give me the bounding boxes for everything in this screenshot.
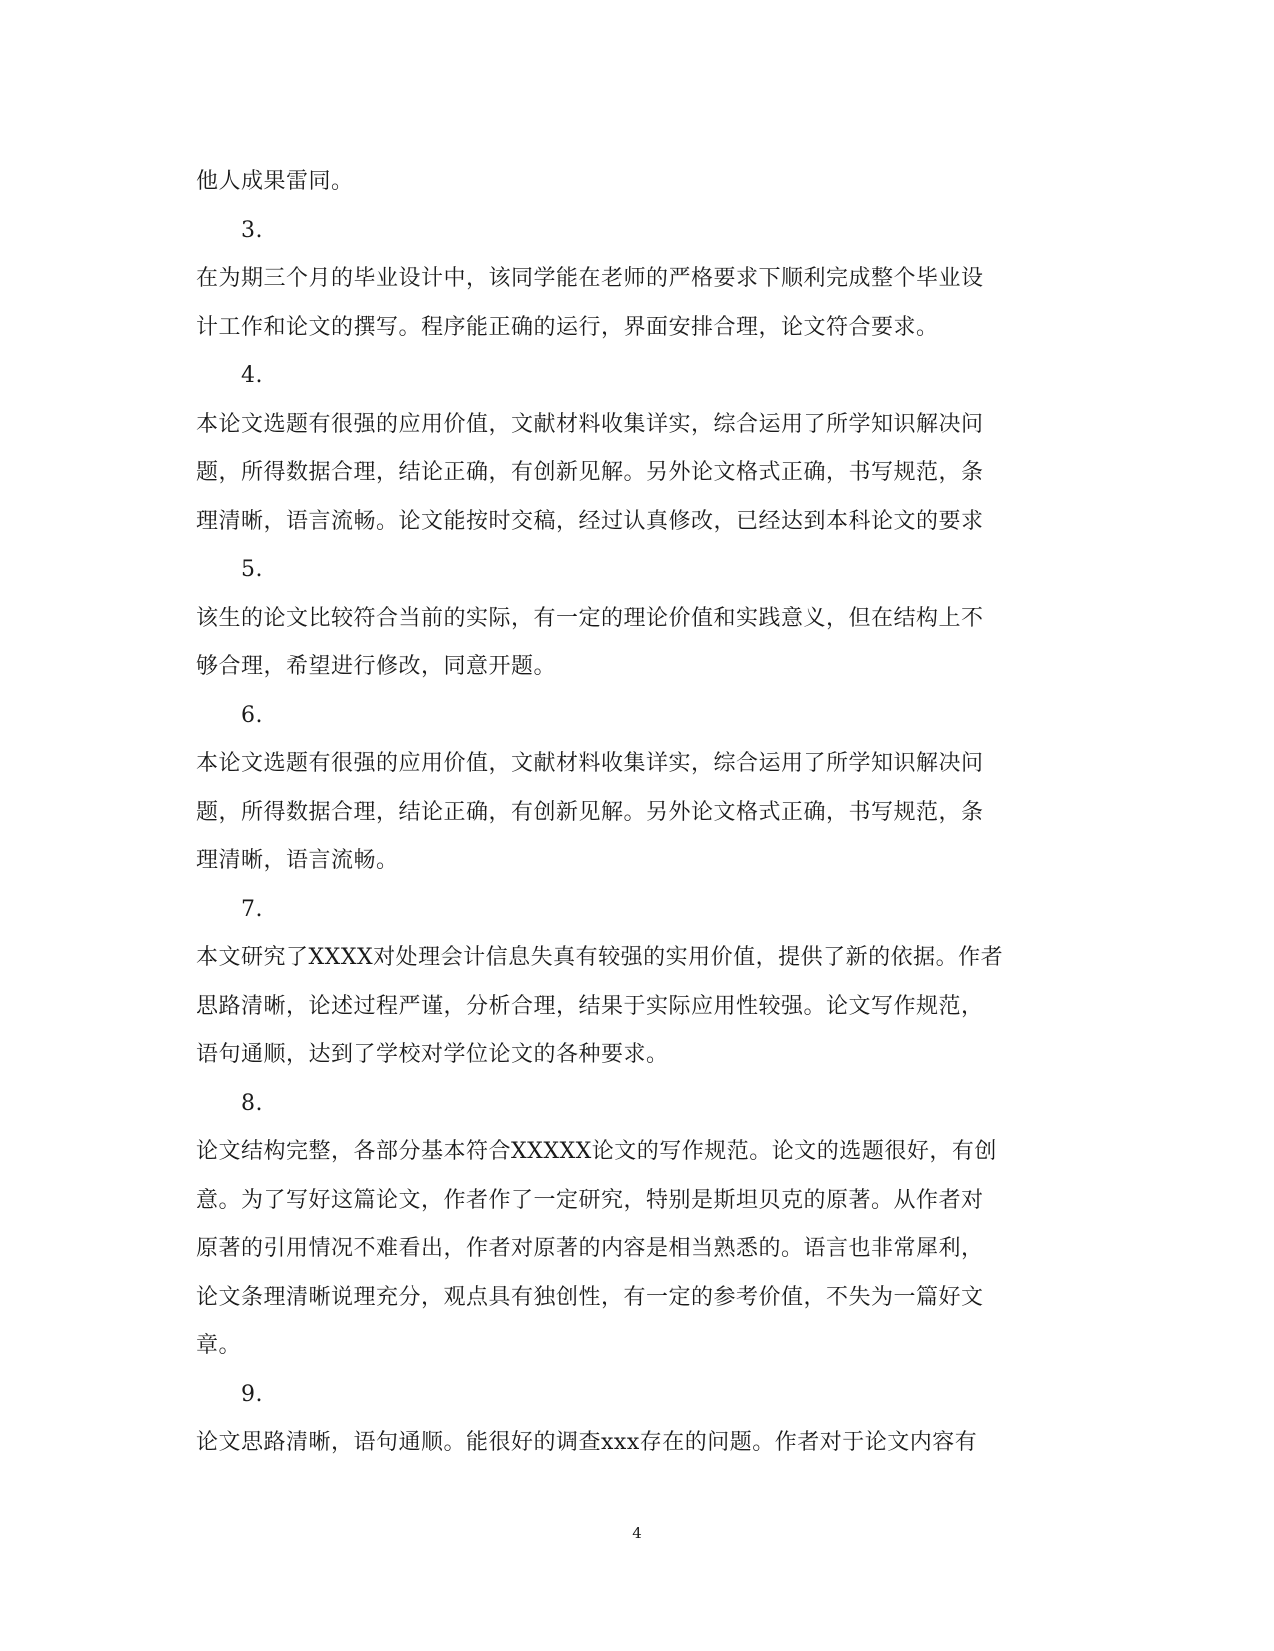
item-number: 3. bbox=[241, 217, 263, 243]
item-number: 9. bbox=[241, 1381, 263, 1407]
text-line: 该生的论文比较符合当前的实际，有一定的理论价值和实践意义，但在结构上不 bbox=[196, 605, 984, 631]
text-line: 本文研究了XXXX对处理会计信息失真有较强的实用价值，提供了新的依据。作者 bbox=[196, 945, 1004, 970]
text-line: 题，所得数据合理，结论正确，有创新见解。另外论文格式正确，书写规范，条 bbox=[196, 460, 984, 485]
text-line: 论文思路清晰，语句通顺。能很好的调查xxx存在的问题。作者对于论文内容有 bbox=[196, 1430, 978, 1455]
text-line: 论文结构完整，各部分基本符合XXXXX论文的写作规范。论文的选题很好，有创 bbox=[196, 1139, 997, 1164]
text-line: 原著的引用情况不难看出，作者对原著的内容是相当熟悉的。语言也非常犀利， bbox=[196, 1236, 984, 1261]
document-body bbox=[196, 158, 1076, 1468]
text-line: 语句通顺，达到了学校对学位论文的各种要求。 bbox=[196, 1042, 669, 1067]
text-line: 理清晰，语言流畅。 bbox=[196, 848, 399, 873]
text-line: 本论文选题有很强的应用价值，文献材料收集详实，综合运用了所学知识解决问 bbox=[196, 751, 984, 776]
item-number: 5. bbox=[241, 557, 263, 582]
text-line: 够合理，希望进行修改，同意开题。 bbox=[196, 654, 557, 679]
text-line: 章。 bbox=[196, 1333, 242, 1358]
text-line: 计工作和论文的撰写。程序能正确的运行，界面安排合理，论文符合要求。 bbox=[196, 314, 939, 340]
item-number: 8. bbox=[241, 1090, 263, 1116]
text-line: 思路清晰，论述过程严谨，分析合理，结果于实际应用性较强。论文写作规范， bbox=[196, 993, 984, 1019]
page-number: 4 bbox=[632, 1524, 642, 1542]
item-number: 4. bbox=[241, 363, 263, 388]
text-line: 在为期三个月的毕业设计中，该同学能在老师的严格要求下顺利完成整个毕业设 bbox=[196, 266, 984, 291]
text-line: 意。为了写好这篇论文，作者作了一定研究，特别是斯坦贝克的原著。从作者对 bbox=[196, 1187, 984, 1213]
text-line: 题，所得数据合理，结论正确，有创新见解。另外论文格式正确，书写规范，条 bbox=[196, 799, 984, 825]
item-number: 6. bbox=[241, 702, 263, 728]
text-line: 本论文选题有很强的应用价值，文献材料收集详实，综合运用了所学知识解决问 bbox=[196, 411, 984, 437]
text-line: 论文条理清晰说理充分，观点具有独创性，有一定的参考价值，不失为一篇好文 bbox=[196, 1284, 984, 1310]
item-number: 7. bbox=[241, 896, 263, 922]
text-line: 理清晰，语言流畅。论文能按时交稿，经过认真修改，已经达到本科论文的要求 bbox=[196, 508, 984, 534]
text-line: 他人成果雷同。 bbox=[196, 169, 354, 194]
